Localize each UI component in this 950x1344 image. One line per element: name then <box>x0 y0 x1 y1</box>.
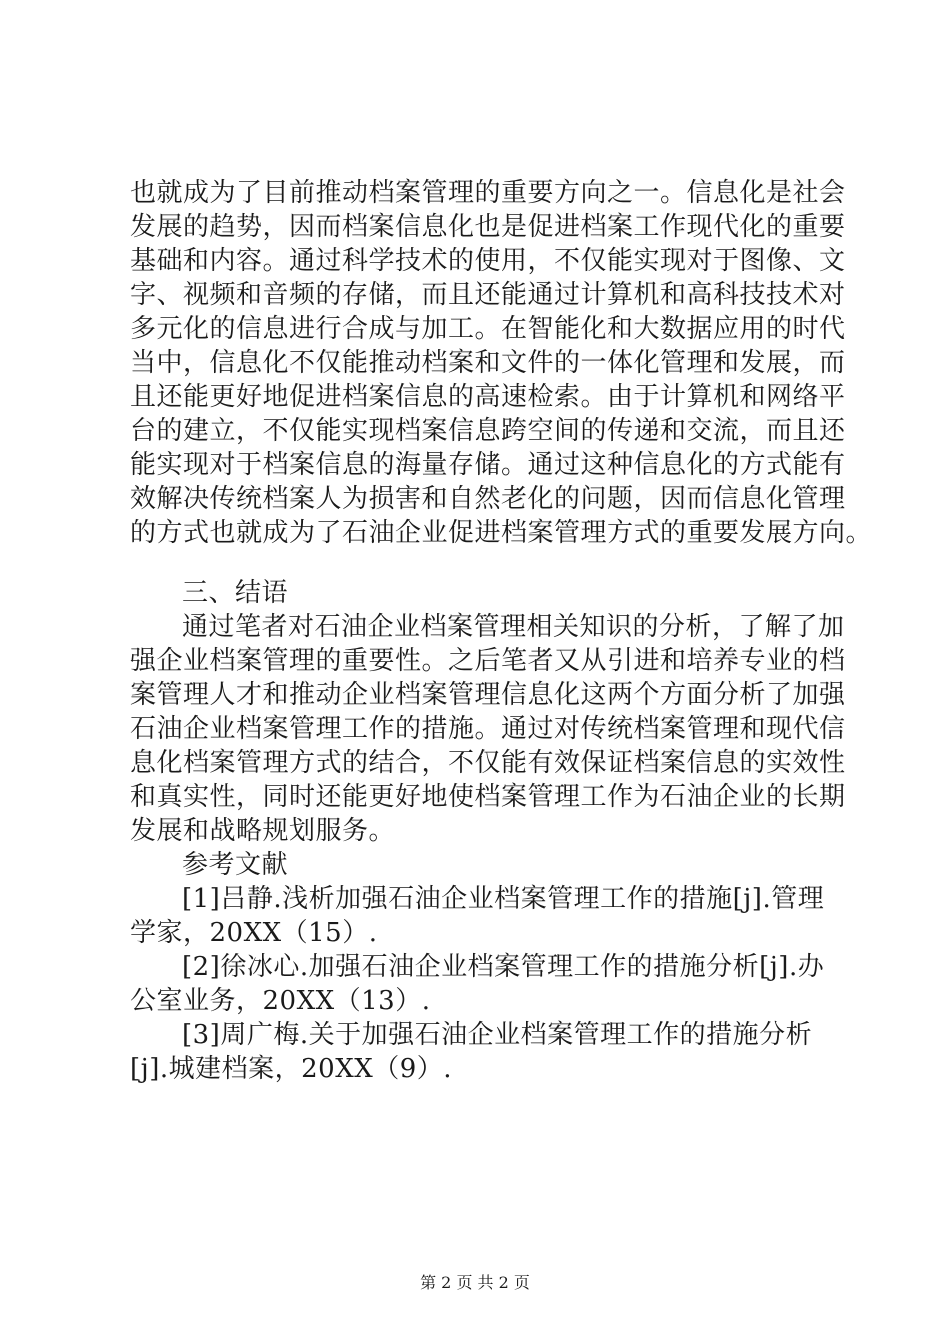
text-line: 强企业档案管理的重要性。之后笔者又从引进和培养专业的档 <box>130 646 846 676</box>
reference-line: [1]吕静.浅析加强石油企业档案管理工作的措施[j].管理 <box>182 884 825 914</box>
text-line: 台的建立，不仅能实现档案信息跨空间的传递和交流，而且还 <box>130 416 846 446</box>
reference-line: [2]徐冰心.加强石油企业档案管理工作的措施分析[j].办 <box>182 952 825 982</box>
section-heading-conclusion: 三、结语 <box>182 578 289 608</box>
references-heading: 参考文献 <box>182 850 289 880</box>
reference-line: 公室业务，20XX（13）. <box>130 986 431 1016</box>
text-line: 当中，信息化不仅能推动档案和文件的一体化管理和发展，而 <box>130 348 846 378</box>
text-line: 息化档案管理方式的结合，不仅能有效保证档案信息的实效性 <box>130 748 846 778</box>
text-line: 也就成为了目前推动档案管理的重要方向之一。信息化是社会 <box>130 178 846 208</box>
text-line: 案管理人才和推动企业档案管理信息化这两个方面分析了加强 <box>130 680 846 710</box>
text-line: 发展的趋势，因而档案信息化也是促进档案工作现代化的重要 <box>130 212 846 242</box>
text-line: 且还能更好地促进档案信息的高速检索。由于计算机和网络平 <box>130 382 846 412</box>
text-line: 多元化的信息进行合成与加工。在智能化和大数据应用的时代 <box>130 314 846 344</box>
text-line: 和真实性，同时还能更好地使档案管理工作为石油企业的长期 <box>130 782 846 812</box>
page-number-footer: 第 2 页 共 2 页 <box>420 1273 530 1292</box>
reference-line: [j].城建档案，20XX（9）. <box>130 1054 453 1084</box>
text-line: 发展和战略规划服务。 <box>130 816 396 846</box>
reference-line: 学家，20XX（15）. <box>130 918 378 948</box>
reference-line: [3]周广梅.关于加强石油企业档案管理工作的措施分析 <box>182 1020 813 1050</box>
text-line: 石油企业档案管理工作的措施。通过对传统档案管理和现代信 <box>130 714 846 744</box>
text-line: 效解决传统档案人为损害和自然老化的问题，因而信息化管理 <box>130 484 846 514</box>
text-line: 能实现对于档案信息的海量存储。通过这种信息化的方式能有 <box>130 450 846 480</box>
text-line: 通过笔者对石油企业档案管理相关知识的分析，了解了加 <box>182 612 845 642</box>
text-line: 字、视频和音频的存储，而且还能通过计算机和高科技技术对 <box>130 280 846 310</box>
text-line: 基础和内容。通过科学技术的使用，不仅能实现对于图像、文 <box>130 246 846 276</box>
text-line: 的方式也就成为了石油企业促进档案管理方式的重要发展方向。 <box>130 518 873 548</box>
